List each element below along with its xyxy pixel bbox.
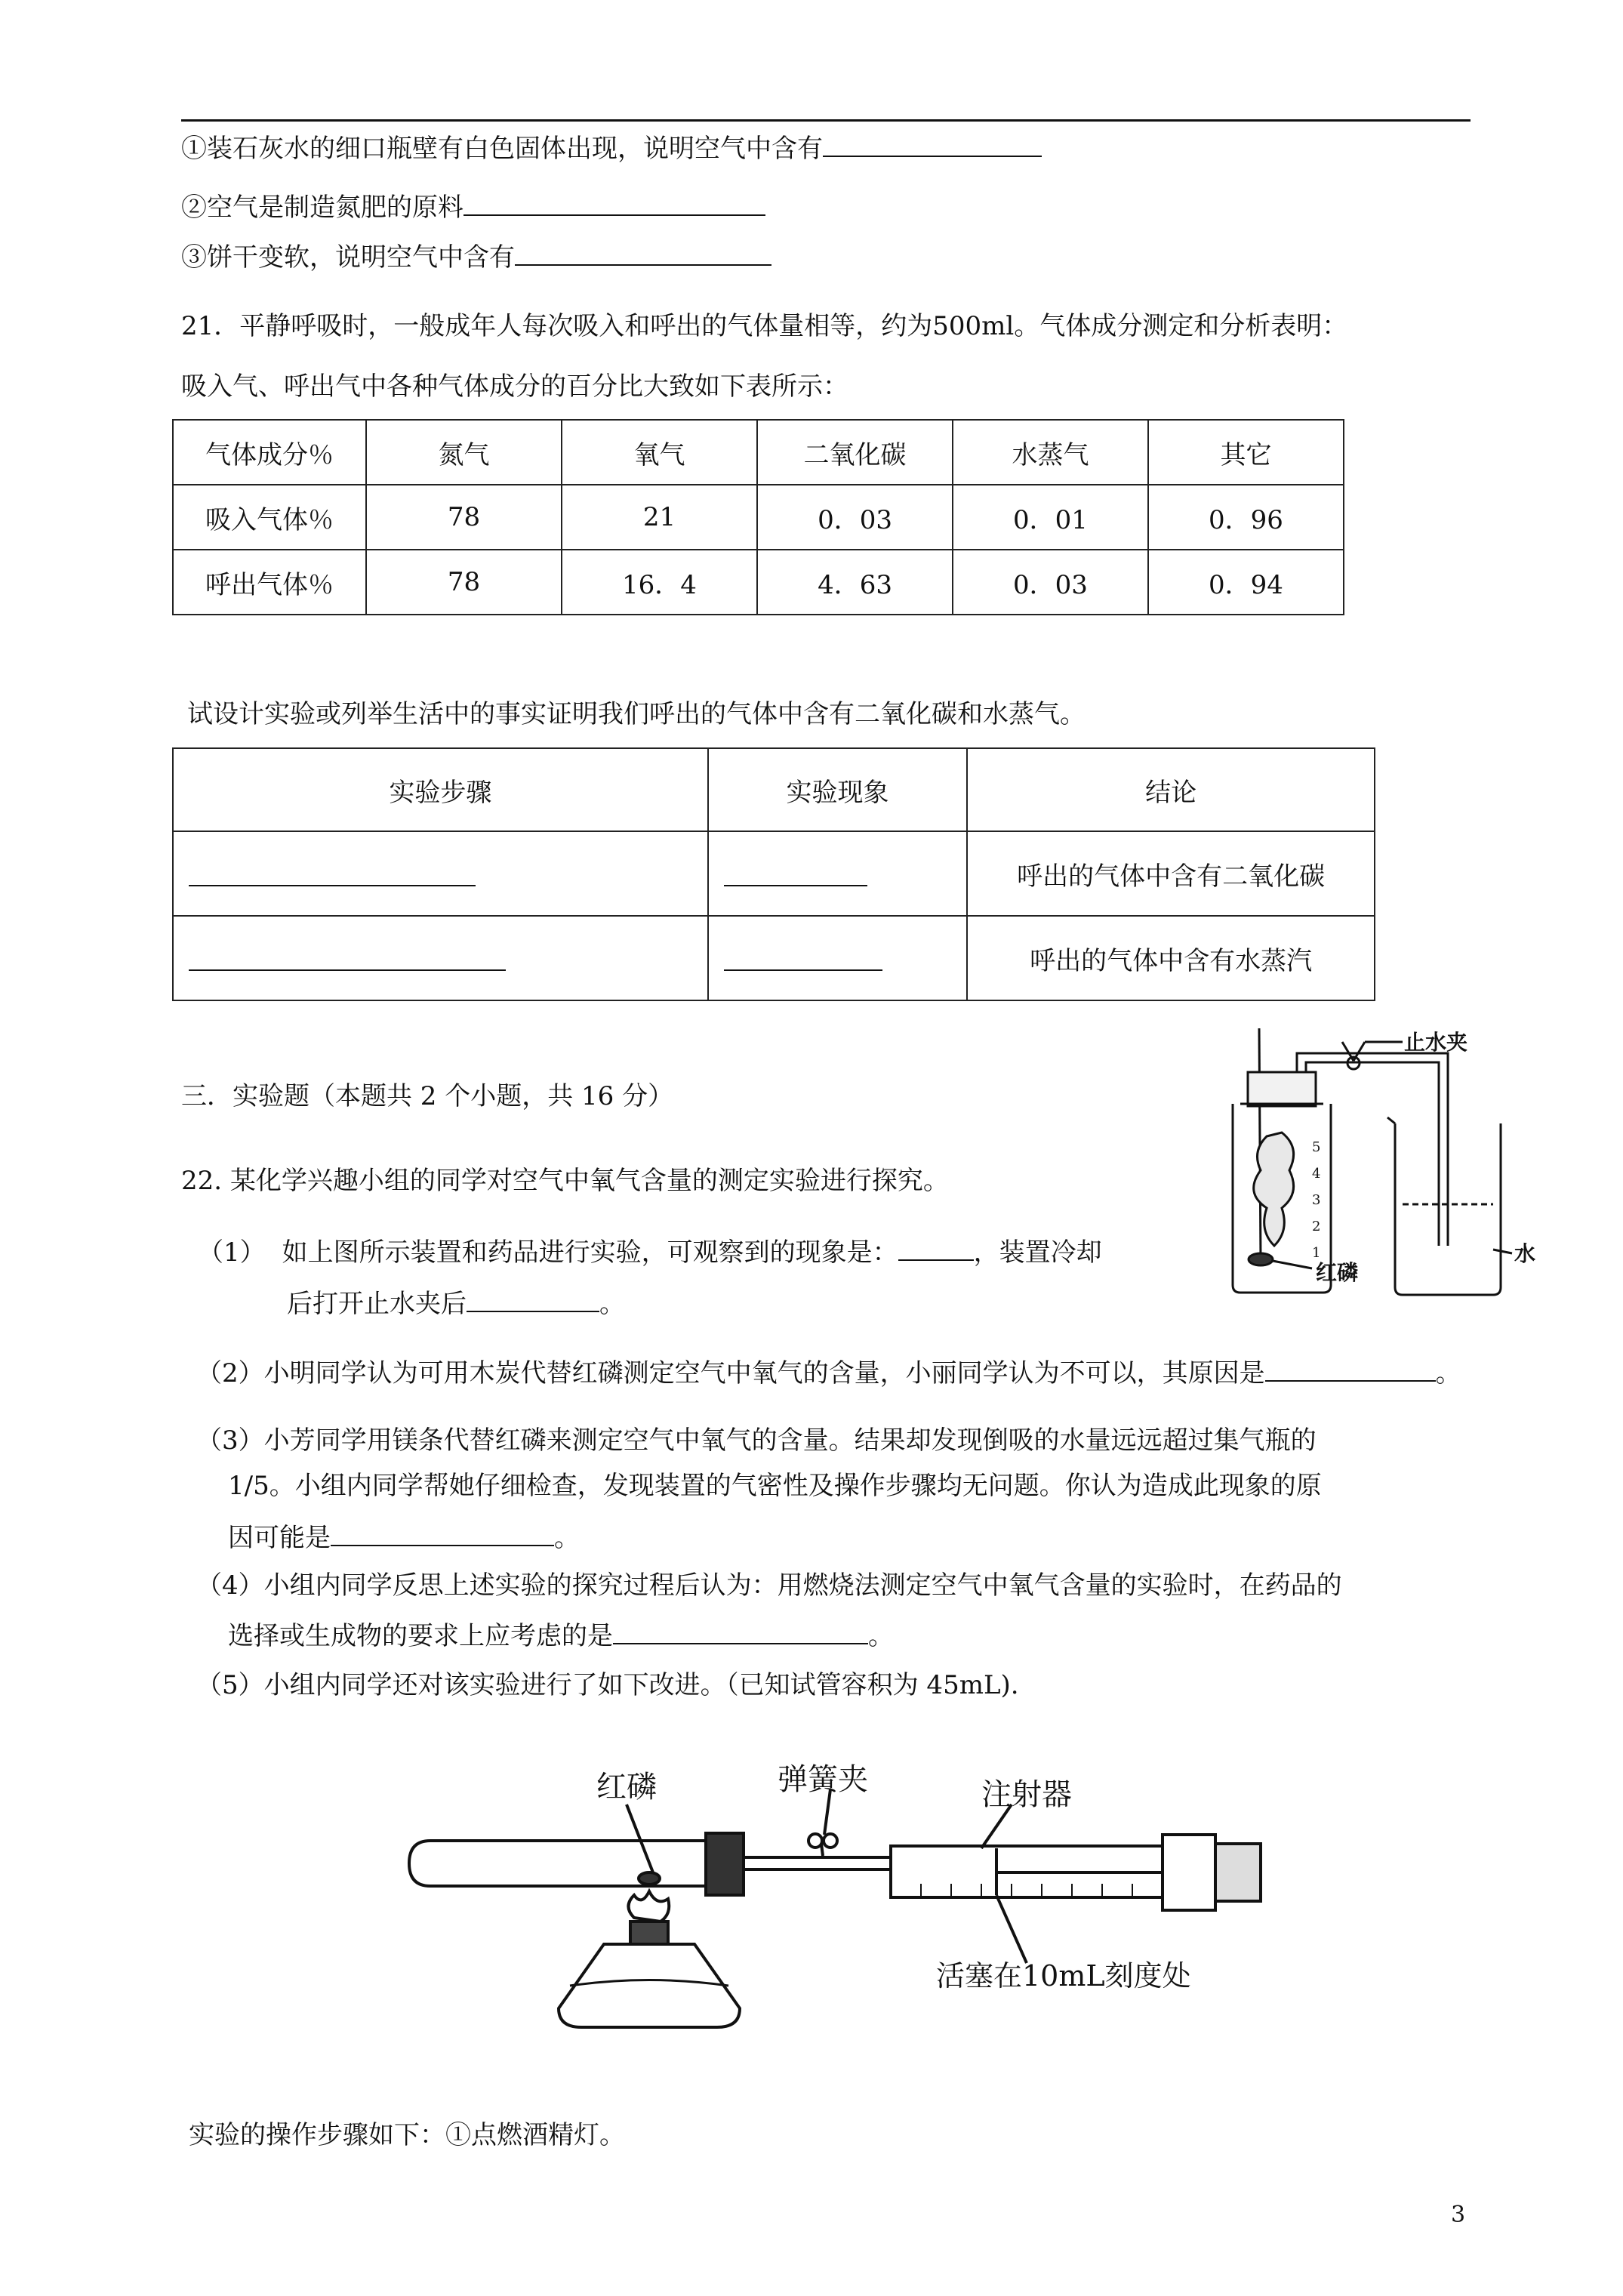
answer-blank[interactable]: [724, 855, 867, 886]
answer-blank[interactable]: [463, 189, 765, 216]
table-cell: [173, 831, 708, 916]
q20-item-3: ③饼干变软，说明空气中含有: [181, 239, 771, 274]
q22-part3-line1: （3）小芳同学用镁条代替红磷来测定空气中氧气的含量。结果却发现倒吸的水量远远超过集气瓶的: [196, 1425, 1317, 1456]
table-header-row: [173, 748, 1375, 831]
oxygen-test-apparatus-figure: [1206, 1019, 1569, 1302]
table-cell: 4．63: [757, 550, 953, 615]
q22-part5: （5）小组内同学还对该实验进行了如下改进。（已知试管容积为 45mL).: [196, 1670, 1019, 1700]
alcohol-lamp: [559, 1944, 740, 2027]
table-cell: 呼出的气体中含有水蒸汽: [967, 916, 1375, 1000]
table-cell: 21: [562, 485, 757, 550]
table-cell: [708, 831, 967, 916]
table-header-row: [173, 420, 1344, 485]
table-row: [173, 485, 1344, 550]
clamp-label: 止水夹: [1404, 1030, 1468, 1055]
q22-intro: 22. 某化学兴趣小组的同学对空气中氧气含量的测定实验进行探究。: [181, 1166, 949, 1196]
test-tube: [409, 1841, 706, 1886]
table-header-cell: 结论: [967, 748, 1375, 831]
q21-line-2: 吸入气、呼出气中各种气体成分的百分比大致如下表所示：: [181, 371, 848, 402]
table-header-cell: 氧气: [562, 420, 757, 485]
q20-item-2: ②空气是制造氮肥的原料: [181, 189, 765, 224]
table-header-cell: 实验步骤: [173, 748, 708, 831]
table-header-cell: 二氧化碳: [757, 420, 953, 485]
q21-line-1: 21．平静呼吸时，一般成年人每次吸入和呼出的气体量相等，约为500ml。气体成分测定和分析表明：: [181, 311, 1348, 341]
q22-part4-line2: 选择或生成物的要求上应考虑的是 。: [228, 1617, 894, 1653]
red-phosphorus: [639, 1872, 660, 1885]
svg-text:1: 1: [1312, 1245, 1321, 1261]
svg-text:3: 3: [1312, 1192, 1321, 1208]
table-row: [173, 550, 1344, 615]
syringe-label: 注射器: [981, 1777, 1072, 1812]
table-cell: 16．4: [562, 550, 757, 615]
phosphorus-label: 红磷: [1316, 1260, 1359, 1285]
piston-label: 活塞在10mL刻度处: [936, 1959, 1191, 1992]
syringe-plunger-head: [1215, 1844, 1261, 1901]
table-cell: 0．03: [953, 550, 1148, 615]
table-cell: 0．94: [1148, 550, 1344, 615]
q22-part1-line2: 后打开止水夹后 。: [287, 1285, 625, 1321]
header-rule: [181, 119, 1471, 122]
answer-blank[interactable]: [189, 855, 476, 886]
table-row: [173, 916, 1375, 1000]
answer-blank[interactable]: [898, 1234, 974, 1261]
table-cell: 吸入气体％: [173, 485, 366, 550]
section-heading: 三．实验题（本题共 2 个小题，共 16 分）: [181, 1081, 674, 1111]
phosphorus-label: 红磷: [596, 1770, 657, 1804]
table-header-cell: 实验现象: [708, 748, 967, 831]
q22-part2: （2）小明同学认为可用木炭代替红磷测定空气中氧气的含量，小丽同学认为不可以，其原因是 。: [196, 1354, 1461, 1390]
svg-text:4: 4: [1312, 1166, 1321, 1182]
q22-part1-line1: （1） 如上图所示装置和药品进行实验，可观察到的现象是： ，装置冷却: [198, 1234, 1102, 1269]
table-cell: [708, 916, 967, 1000]
table-cell: 呼出的气体中含有二氧化碳: [967, 831, 1375, 916]
answer-blank[interactable]: [823, 130, 1042, 157]
flame-icon: [629, 1891, 670, 1922]
answer-blank[interactable]: [467, 1285, 599, 1312]
q22-part3-line3: 因可能是 。: [228, 1519, 580, 1555]
design-prompt: 试设计实验或列举生活中的事实证明我们呼出的气体中含有二氧化碳和水蒸气。: [187, 699, 1086, 729]
table-header-cell: 氮气: [366, 420, 562, 485]
table-cell: 0．01: [953, 485, 1148, 550]
answer-blank[interactable]: [189, 939, 506, 971]
answer-blank[interactable]: [613, 1617, 868, 1644]
improved-apparatus-figure: [408, 1759, 1276, 2061]
stopper: [1248, 1072, 1316, 1106]
answer-blank[interactable]: [331, 1519, 554, 1546]
design-table: [172, 747, 1375, 1001]
syringe-scale: [921, 1884, 1132, 1897]
gas-composition-table: [172, 419, 1344, 615]
table-row: [173, 831, 1375, 916]
table-cell: 0．03: [757, 485, 953, 550]
combustion-spoon: [1249, 1253, 1273, 1265]
q22-part4-line1: （4）小组内同学反思上述实验的探究过程后认为：用燃烧法测定空气中氧气含量的实验时，在药品的: [196, 1570, 1342, 1601]
answer-blank[interactable]: [724, 939, 882, 971]
table-header-cell: 其它: [1148, 420, 1344, 485]
svg-text:5: 5: [1312, 1139, 1321, 1155]
svg-text:2: 2: [1312, 1219, 1321, 1234]
answer-blank[interactable]: [1265, 1354, 1436, 1382]
q22-steps: 实验的操作步骤如下：①点燃酒精灯。: [189, 2120, 625, 2150]
table-cell: 呼出气体％: [173, 550, 366, 615]
page-number: 3: [1451, 2202, 1466, 2228]
water-label: 水: [1514, 1241, 1536, 1266]
q20-item-1: ①装石灰水的细口瓶壁有白色固体出现，说明空气中含有: [181, 130, 1042, 165]
table-header-cell: 气体成分％: [173, 420, 366, 485]
spring-clamp-label: 弹簧夹: [778, 1762, 868, 1797]
answer-blank[interactable]: [515, 239, 771, 266]
table-header-cell: 水蒸气: [953, 420, 1148, 485]
table-cell: [173, 916, 708, 1000]
lamp-wick-holder: [630, 1922, 668, 1944]
syringe-flange: [1163, 1835, 1215, 1910]
rubber-stopper: [706, 1833, 744, 1895]
bottle-scale: [1312, 1139, 1320, 1261]
table-cell: 0．96: [1148, 485, 1344, 550]
table-cell: 78: [366, 550, 562, 615]
q22-part3-line2: 1/5。小组内同学帮她仔细检查，发现装置的气密性及操作步骤均无问题。你认为造成此现象的原: [228, 1471, 1322, 1501]
table-cell: 78: [366, 485, 562, 550]
